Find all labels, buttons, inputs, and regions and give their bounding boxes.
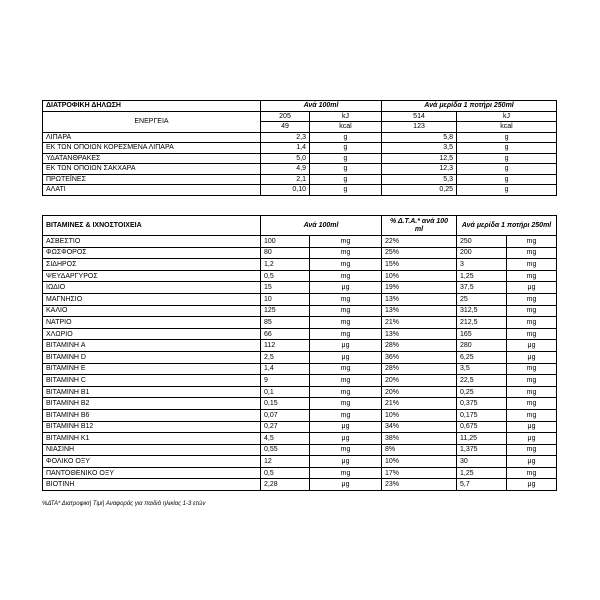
energy-kcal-unit-serving: kcal (457, 122, 557, 133)
dta-header: % Δ.Τ.Α.* ανά 100 ml (382, 216, 457, 236)
vitamin-row (43, 270, 557, 282)
value-per-serving: 165 (457, 328, 507, 340)
value-per-100ml: 0,5 (261, 270, 310, 282)
energy-kj-100: 205 (261, 111, 310, 122)
value-per-serving: 0,675 (457, 421, 507, 433)
value-per-serving: 0,25 (382, 185, 457, 196)
dta-percent: 21% (382, 317, 457, 329)
value-per-100ml: 85 (261, 317, 310, 329)
vitamins-title: ΒΙΤΑΜΙΝΕΣ & ΙΧΝΟΣΤΟΙΧΕΙΑ (43, 216, 261, 236)
vitamin-label: ΙΩΔΙΟ (43, 282, 261, 294)
unit-per-100ml: μg (310, 456, 382, 468)
unit-per-serving: μg (507, 340, 557, 352)
vitamin-label: ΝΙΑΣΙΝΗ (43, 444, 261, 456)
value-per-serving: 0,25 (457, 386, 507, 398)
nutrition-row (43, 174, 557, 185)
unit-per-100ml: g (310, 143, 382, 154)
vitamin-label: ΦΟΛΙΚΟ ΟΞΥ (43, 456, 261, 468)
value-per-serving: 200 (457, 247, 507, 259)
value-per-serving: 312,5 (457, 305, 507, 317)
value-per-100ml: 15 (261, 282, 310, 294)
vitamin-label: ΒΙΤΑΜΙΝΗ E (43, 363, 261, 375)
value-per-100ml: 0,10 (261, 185, 310, 196)
dta-percent: 15% (382, 259, 457, 271)
dta-percent: 36% (382, 351, 457, 363)
vitamin-row (43, 479, 557, 491)
unit-per-serving: mg (507, 467, 557, 479)
value-per-100ml: 0,55 (261, 444, 310, 456)
unit-per-serving: mg (507, 236, 557, 248)
per-serving-header: Ανά μερίδα 1 ποτήρι 250ml (382, 101, 557, 112)
value-per-serving: 5,7 (457, 479, 507, 491)
vitamin-row (43, 247, 557, 259)
energy-kj-serving: 514 (382, 111, 457, 122)
vitamin-label: ΒΙΤΑΜΙΝΗ B6 (43, 409, 261, 421)
energy-label: ΕΝΕΡΓΕΙΑ (43, 111, 261, 132)
unit-per-100ml: mg (310, 386, 382, 398)
unit-per-serving: mg (507, 293, 557, 305)
vitamins-table (42, 215, 557, 491)
value-per-100ml: 2,1 (261, 174, 310, 185)
vitamin-row (43, 433, 557, 445)
value-per-100ml: 2,3 (261, 132, 310, 143)
unit-per-100ml: mg (310, 236, 382, 248)
unit-per-serving: mg (507, 375, 557, 387)
unit-per-serving: mg (507, 386, 557, 398)
value-per-serving: 22,5 (457, 375, 507, 387)
vitamin-label: ΒΙΤΑΜΙΝΗ C (43, 375, 261, 387)
vitamin-label: ΒΙΤΑΜΙΝΗ B12 (43, 421, 261, 433)
unit-per-100ml: μg (310, 282, 382, 294)
energy-kcal-serving: 123 (382, 122, 457, 133)
unit-per-serving: mg (507, 444, 557, 456)
unit-per-100ml: mg (310, 270, 382, 282)
vitamin-label: ΒΙΤΑΜΙΝΗ B1 (43, 386, 261, 398)
vitamin-label: ΦΩΣΦΟΡΟΣ (43, 247, 261, 259)
unit-per-100ml: mg (310, 328, 382, 340)
unit-per-100ml: mg (310, 409, 382, 421)
value-per-100ml: 1,2 (261, 259, 310, 271)
value-per-serving: 1,375 (457, 444, 507, 456)
nutrient-label: ΠΡΩΤΕΪΝΕΣ (43, 174, 261, 185)
unit-per-serving: μg (507, 456, 557, 468)
unit-per-100ml: mg (310, 317, 382, 329)
value-per-serving: 1,25 (457, 467, 507, 479)
value-per-serving: 12,5 (382, 153, 457, 164)
value-per-serving: 12,3 (382, 164, 457, 175)
value-per-100ml: 1,4 (261, 363, 310, 375)
unit-per-serving: g (457, 164, 557, 175)
unit-per-serving: mg (507, 247, 557, 259)
nutrition-row (43, 185, 557, 196)
unit-per-100ml: mg (310, 247, 382, 259)
vitamin-label: ΒΙΤΑΜΙΝΗ A (43, 340, 261, 352)
unit-per-serving: mg (507, 270, 557, 282)
dta-percent: 20% (382, 375, 457, 387)
unit-per-serving: mg (507, 409, 557, 421)
nutrition-row (43, 153, 557, 164)
value-per-serving: 5,3 (382, 174, 457, 185)
unit-per-serving: μg (507, 433, 557, 445)
energy-kj-row (43, 111, 557, 122)
per-100ml-header: Ανά 100ml (261, 101, 382, 112)
value-per-serving: 1,25 (457, 270, 507, 282)
vitamins-per-serving-header: Ανά μερίδα 1 ποτήρι 250ml (457, 216, 557, 236)
vitamin-row (43, 386, 557, 398)
energy-kcal-unit: kcal (310, 122, 382, 133)
dta-percent: 13% (382, 305, 457, 317)
dta-percent: 20% (382, 386, 457, 398)
unit-per-100ml: mg (310, 467, 382, 479)
nutrient-label: ΕΚ ΤΩΝ ΟΠΟΙΩΝ ΣΑΚΧΑΡΑ (43, 164, 261, 175)
dta-percent: 8% (382, 444, 457, 456)
vitamin-row (43, 456, 557, 468)
dta-percent: 38% (382, 433, 457, 445)
unit-per-100ml: μg (310, 421, 382, 433)
value-per-100ml: 0,15 (261, 398, 310, 410)
value-per-100ml: 10 (261, 293, 310, 305)
vitamin-row (43, 467, 557, 479)
unit-per-serving: mg (507, 328, 557, 340)
unit-per-100ml: μg (310, 340, 382, 352)
vitamin-label: ΣΙΔΗΡΟΣ (43, 259, 261, 271)
unit-per-100ml: mg (310, 398, 382, 410)
vitamin-row (43, 259, 557, 271)
vitamin-row (43, 305, 557, 317)
value-per-100ml: 0,27 (261, 421, 310, 433)
value-per-100ml: 0,07 (261, 409, 310, 421)
vitamin-row (43, 328, 557, 340)
value-per-serving: 250 (457, 236, 507, 248)
value-per-serving: 3 (457, 259, 507, 271)
value-per-serving: 30 (457, 456, 507, 468)
vitamin-row (43, 282, 557, 294)
unit-per-100ml: g (310, 185, 382, 196)
vitamin-row (43, 398, 557, 410)
unit-per-serving: mg (507, 398, 557, 410)
footnote: %ΔΤΑ* Διατροφική Τιμή Αναφοράς για παιδιά ηλικίας 1-3 ετών (42, 501, 206, 507)
nutrient-label: ΑΛΑΤΙ (43, 185, 261, 196)
vitamins-header-row (43, 216, 557, 236)
unit-per-100ml: g (310, 164, 382, 175)
dta-percent: 19% (382, 282, 457, 294)
value-per-100ml: 5,0 (261, 153, 310, 164)
dta-percent: 34% (382, 421, 457, 433)
unit-per-serving: mg (507, 317, 557, 329)
unit-per-100ml: mg (310, 293, 382, 305)
value-per-100ml: 0,1 (261, 386, 310, 398)
nutrient-label: ΕΚ ΤΩΝ ΟΠΟΙΩΝ ΚΟΡΕΣΜΕΝΑ ΛΙΠΑΡΑ (43, 143, 261, 154)
vitamin-row (43, 340, 557, 352)
energy-kj-unit: kJ (310, 111, 382, 122)
nutrition-row (43, 132, 557, 143)
energy-kcal-100: 49 (261, 122, 310, 133)
vitamin-label: ΨΕΥΔΑΡΓΥΡΟΣ (43, 270, 261, 282)
unit-per-100ml: g (310, 132, 382, 143)
dta-percent: 17% (382, 467, 457, 479)
value-per-100ml: 1,4 (261, 143, 310, 154)
value-per-serving: 11,25 (457, 433, 507, 445)
vitamin-label: ΧΛΩΡΙΟ (43, 328, 261, 340)
dta-percent: 28% (382, 363, 457, 375)
unit-per-serving: g (457, 153, 557, 164)
vitamin-label: ΒΙΟΤΙΝΗ (43, 479, 261, 491)
unit-per-serving: g (457, 132, 557, 143)
vitamin-row (43, 409, 557, 421)
value-per-100ml: 4,5 (261, 433, 310, 445)
value-per-100ml: 2,28 (261, 479, 310, 491)
unit-per-100ml: μg (310, 351, 382, 363)
unit-per-100ml: mg (310, 305, 382, 317)
vitamin-label: ΚΑΛΙΟ (43, 305, 261, 317)
value-per-100ml: 125 (261, 305, 310, 317)
value-per-serving: 37,5 (457, 282, 507, 294)
dta-percent: 13% (382, 293, 457, 305)
dta-percent: 10% (382, 270, 457, 282)
dta-percent: 10% (382, 409, 457, 421)
unit-per-100ml: mg (310, 259, 382, 271)
unit-per-serving: g (457, 143, 557, 154)
unit-per-100ml: g (310, 174, 382, 185)
value-per-100ml: 112 (261, 340, 310, 352)
vitamin-label: ΒΙΤΑΜΙΝΗ B2 (43, 398, 261, 410)
unit-per-serving: μg (507, 479, 557, 491)
unit-per-100ml: g (310, 153, 382, 164)
dta-percent: 22% (382, 236, 457, 248)
value-per-serving: 3,5 (382, 143, 457, 154)
unit-per-serving: mg (507, 259, 557, 271)
nutrition-row (43, 164, 557, 175)
value-per-100ml: 66 (261, 328, 310, 340)
value-per-100ml: 100 (261, 236, 310, 248)
unit-per-serving: μg (507, 421, 557, 433)
vitamin-row (43, 444, 557, 456)
vitamin-row (43, 293, 557, 305)
unit-per-serving: μg (507, 282, 557, 294)
unit-per-100ml: μg (310, 479, 382, 491)
nutrient-label: ΛΙΠΑΡΑ (43, 132, 261, 143)
value-per-serving: 3,5 (457, 363, 507, 375)
nutrient-label: ΥΔΑΤΑΝΘΡΑΚΕΣ (43, 153, 261, 164)
unit-per-serving: mg (507, 363, 557, 375)
value-per-100ml: 9 (261, 375, 310, 387)
value-per-serving: 0,375 (457, 398, 507, 410)
vitamin-row (43, 375, 557, 387)
vitamin-label: ΒΙΤΑΜΙΝΗ D (43, 351, 261, 363)
value-per-100ml: 2,5 (261, 351, 310, 363)
value-per-100ml: 4,9 (261, 164, 310, 175)
vitamin-label: ΑΣΒΕΣΤΙΟ (43, 236, 261, 248)
vitamin-label: ΒΙΤΑΜΙΝΗ K1 (43, 433, 261, 445)
dta-percent: 10% (382, 456, 457, 468)
dta-percent: 13% (382, 328, 457, 340)
value-per-serving: 280 (457, 340, 507, 352)
dta-percent: 25% (382, 247, 457, 259)
energy-kj-unit-serving: kJ (457, 111, 557, 122)
value-per-serving: 6,25 (457, 351, 507, 363)
unit-per-100ml: mg (310, 444, 382, 456)
unit-per-serving: μg (507, 351, 557, 363)
nutrition-header-row (43, 101, 557, 112)
unit-per-100ml: mg (310, 375, 382, 387)
vitamin-row (43, 421, 557, 433)
vitamin-row (43, 351, 557, 363)
unit-per-100ml: μg (310, 433, 382, 445)
value-per-serving: 5,8 (382, 132, 457, 143)
dta-percent: 21% (382, 398, 457, 410)
value-per-100ml: 0,5 (261, 467, 310, 479)
vitamin-row (43, 236, 557, 248)
value-per-serving: 25 (457, 293, 507, 305)
nutrition-row (43, 143, 557, 154)
value-per-serving: 212,5 (457, 317, 507, 329)
unit-per-serving: mg (507, 305, 557, 317)
value-per-100ml: 12 (261, 456, 310, 468)
dta-percent: 23% (382, 479, 457, 491)
value-per-serving: 0,175 (457, 409, 507, 421)
nutrition-table (42, 100, 557, 196)
dta-percent: 28% (382, 340, 457, 352)
unit-per-serving: g (457, 174, 557, 185)
vitamin-label: ΜΑΓΝΗΣΙΟ (43, 293, 261, 305)
unit-per-serving: g (457, 185, 557, 196)
vitamins-per-100ml-header: Ανά 100ml (261, 216, 382, 236)
vitamin-row (43, 363, 557, 375)
nutrition-title: ΔΙΑΤΡΟΦΙΚΗ ΔΗΛΩΣΗ (43, 101, 261, 112)
vitamin-label: ΝΑΤΡΙΟ (43, 317, 261, 329)
value-per-100ml: 80 (261, 247, 310, 259)
vitamin-label: ΠΑΝΤΟΘΕΝΙΚΟ ΟΞΥ (43, 467, 261, 479)
vitamin-row (43, 317, 557, 329)
unit-per-100ml: mg (310, 363, 382, 375)
